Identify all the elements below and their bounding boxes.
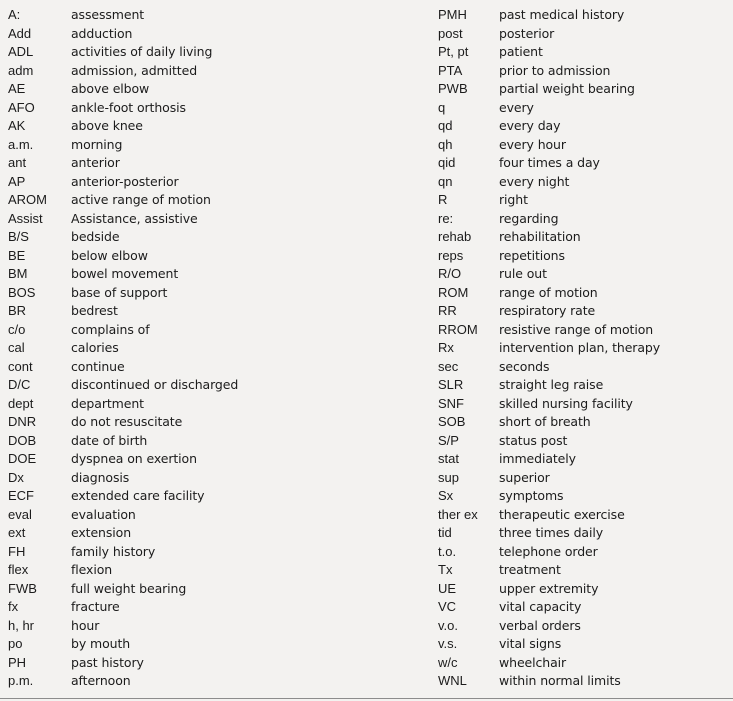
abbreviation-row <box>438 99 733 118</box>
abbreviation-row <box>8 487 428 506</box>
abbreviation-definition: extension <box>71 525 132 540</box>
abbreviation-row <box>438 358 733 377</box>
abbreviation-row <box>8 524 428 543</box>
abbreviation-term: v.o. <box>438 617 458 633</box>
abbreviation-term: PTA <box>438 62 463 78</box>
abbreviation-term: VC <box>438 599 457 614</box>
abbreviation-definition: upper extremity <box>499 580 599 596</box>
abbreviation-definition: past medical history <box>499 7 625 22</box>
abbreviation-definition: prior to admission <box>499 62 611 78</box>
abbreviation-row <box>438 173 733 192</box>
abbreviation-term: BE <box>8 247 26 263</box>
abbreviation-term: Sx <box>438 488 454 503</box>
abbreviation-definition: active range of motion <box>71 192 211 207</box>
abbreviation-term: stat <box>438 451 459 466</box>
abbreviation-definition: respiratory rate <box>499 303 596 318</box>
abbreviation-definition: every <box>499 99 534 115</box>
abbreviation-definition: partial weight bearing <box>499 81 635 96</box>
abbreviation-row <box>438 580 733 599</box>
abbreviation-definition: bedside <box>71 229 120 244</box>
abbreviation-term: R <box>438 192 448 207</box>
abbreviation-definition: repetitions <box>499 247 565 263</box>
abbreviation-definition: do not resuscitate <box>71 414 183 429</box>
abbreviation-term: FWB <box>8 580 37 596</box>
abbreviation-term: c/o <box>8 321 26 337</box>
abbreviation-definition: fracture <box>71 599 120 614</box>
abbreviation-definition: rehabilitation <box>499 229 581 244</box>
abbreviation-row <box>8 561 428 580</box>
abbreviation-definition: adduction <box>71 25 133 41</box>
abbreviation-term: UE <box>438 580 457 596</box>
abbreviation-row <box>8 635 428 654</box>
abbreviation-term: Tx <box>438 562 453 577</box>
abbreviation-definition: every night <box>499 173 570 189</box>
abbreviation-definition: symptoms <box>499 488 564 503</box>
abbreviation-definition: assessment <box>71 7 145 22</box>
abbreviation-definition: dyspnea on exertion <box>71 451 197 466</box>
abbreviation-definition: verbal orders <box>499 617 581 633</box>
abbreviation-row <box>438 25 733 44</box>
abbreviation-term: sup <box>438 469 459 485</box>
abbreviation-row <box>8 617 428 636</box>
abbreviation-term: qd <box>438 118 453 133</box>
abbreviation-definition: anterior <box>71 155 120 170</box>
abbreviation-term: AROM <box>8 192 47 207</box>
abbreviation-row <box>438 321 733 340</box>
abbreviation-row <box>8 543 428 562</box>
abbreviation-definition: regarding <box>499 210 559 226</box>
abbreviation-row <box>438 524 733 543</box>
abbreviation-definition: department <box>71 395 144 411</box>
abbreviation-row <box>8 654 428 673</box>
abbreviation-row <box>8 136 428 155</box>
abbreviation-definition: intervention plan, therapy <box>499 340 661 355</box>
abbreviation-definition: vital capacity <box>499 599 582 614</box>
abbreviation-row <box>8 191 428 210</box>
abbreviation-term: PMH <box>438 7 467 22</box>
abbreviation-row <box>438 469 733 488</box>
abbreviation-term: AFO <box>8 99 35 115</box>
abbreviation-term: WNL <box>438 673 467 688</box>
abbreviation-term: AE <box>8 81 26 96</box>
abbreviation-term: BM <box>8 266 28 281</box>
abbreviation-term: SOB <box>438 414 466 429</box>
abbreviation-definition: diagnosis <box>71 469 130 485</box>
abbreviation-definition: bowel movement <box>71 266 179 281</box>
abbreviation-row <box>438 432 733 451</box>
abbreviation-row <box>438 136 733 155</box>
abbreviation-definition: posterior <box>499 25 555 41</box>
abbreviation-term: w/c <box>438 654 458 670</box>
abbreviation-definition: within normal limits <box>499 673 621 688</box>
abbreviation-row <box>8 321 428 340</box>
abbreviation-row <box>438 635 733 654</box>
abbreviation-term: a.m. <box>8 136 34 152</box>
abbreviation-term: q <box>438 99 446 115</box>
abbreviation-row <box>438 413 733 432</box>
abbreviation-row <box>438 395 733 414</box>
abbreviation-definition: wheelchair <box>499 654 567 670</box>
abbreviation-definition: range of motion <box>499 284 598 300</box>
abbreviation-term: DOE <box>8 451 37 466</box>
abbreviation-row <box>438 265 733 284</box>
abbreviation-definition: date of birth <box>71 432 148 448</box>
abbreviation-term: adm <box>8 62 34 78</box>
abbreviation-definition: morning <box>71 136 123 152</box>
abbreviation-term: FH <box>8 543 26 559</box>
abbreviation-row <box>8 80 428 99</box>
abbreviation-term: RROM <box>438 321 478 337</box>
abbreviation-row <box>8 6 428 25</box>
abbreviation-row <box>8 672 428 691</box>
abbreviation-definition: calories <box>71 340 119 355</box>
abbreviation-row <box>8 469 428 488</box>
abbreviation-definition: rule out <box>499 266 547 281</box>
abbreviation-definition: status post <box>499 432 568 448</box>
abbreviation-definition: every day <box>499 118 561 133</box>
abbreviation-row <box>8 284 428 303</box>
abbreviation-row <box>438 561 733 580</box>
abbreviation-row <box>8 210 428 229</box>
abbreviation-row <box>438 247 733 266</box>
abbreviation-definition: four times a day <box>499 155 600 170</box>
abbreviation-row <box>8 302 428 321</box>
abbreviation-term: ext <box>8 525 26 540</box>
abbreviation-row <box>8 173 428 192</box>
abbreviation-definition: straight leg raise <box>499 377 604 392</box>
abbreviation-row <box>438 543 733 562</box>
abbreviation-row <box>8 450 428 469</box>
abbreviation-definition: hour <box>71 617 100 633</box>
abbreviation-row <box>8 99 428 118</box>
abbreviation-term: DOB <box>8 432 37 448</box>
abbreviation-row <box>438 117 733 136</box>
abbreviation-row <box>8 339 428 358</box>
abbreviation-term: reps <box>438 247 464 263</box>
abbreviation-term: Assist <box>8 210 43 226</box>
abbreviation-term: tid <box>438 525 452 540</box>
abbreviation-definition: complains of <box>71 321 150 337</box>
left-column <box>8 6 428 691</box>
abbreviation-row <box>8 228 428 247</box>
abbreviation-term: B/S <box>8 229 29 244</box>
abbreviation-term: BOS <box>8 284 36 300</box>
abbreviation-row <box>8 154 428 173</box>
abbreviation-definition: immediately <box>499 451 576 466</box>
abbreviation-term: ther ex <box>438 506 478 522</box>
abbreviation-row <box>8 598 428 617</box>
abbreviation-definition: three times daily <box>499 525 604 540</box>
abbreviation-row <box>438 339 733 358</box>
abbreviation-row <box>438 62 733 81</box>
bottom-divider <box>0 698 733 699</box>
abbreviation-term: SLR <box>438 377 464 392</box>
abbreviation-row <box>8 376 428 395</box>
abbreviation-definition: base of support <box>71 284 168 300</box>
abbreviation-term: cont <box>8 358 33 374</box>
abbreviation-definition: superior <box>499 469 550 485</box>
abbreviation-definition: afternoon <box>71 673 131 688</box>
abbreviation-definition: admission, admitted <box>71 62 198 78</box>
abbreviation-definition: resistive range of motion <box>499 321 654 337</box>
abbreviation-term: R/O <box>438 266 462 281</box>
abbreviation-term: SNF <box>438 395 464 411</box>
abbreviation-term: post <box>438 25 463 41</box>
abbreviation-row <box>438 210 733 229</box>
abbreviation-row <box>438 376 733 395</box>
abbreviation-term: AK <box>8 118 26 133</box>
abbreviation-term: ECF <box>8 488 34 503</box>
abbreviation-term: po <box>8 636 23 651</box>
abbreviation-row <box>438 598 733 617</box>
abbreviation-definition: activities of daily living <box>71 44 213 59</box>
abbreviation-definition: treatment <box>499 562 561 577</box>
abbreviation-term: PH <box>8 654 27 670</box>
abbreviation-term: BR <box>8 303 27 318</box>
abbreviation-term: Add <box>8 25 32 41</box>
abbreviation-term: PWB <box>438 81 468 96</box>
abbreviation-term: S/P <box>438 432 459 448</box>
abbreviation-row <box>438 6 733 25</box>
abbreviation-row <box>438 80 733 99</box>
abbreviation-definition: therapeutic exercise <box>499 506 625 522</box>
abbreviation-definition: vital signs <box>499 636 562 651</box>
abbreviation-term: fx <box>8 599 19 614</box>
abbreviation-definition: extended care facility <box>71 488 205 503</box>
abbreviation-term: DNR <box>8 414 37 429</box>
abbreviation-definition: below elbow <box>71 247 148 263</box>
abbreviation-row <box>8 265 428 284</box>
abbreviation-row <box>8 62 428 81</box>
abbreviation-term: flex <box>8 562 29 577</box>
abbreviation-row <box>438 302 733 321</box>
abbreviation-definition: flexion <box>71 562 113 577</box>
abbreviation-term: t.o. <box>438 543 457 559</box>
abbreviation-definition: bedrest <box>71 303 118 318</box>
abbreviation-definition: seconds <box>499 358 550 374</box>
abbreviation-term: Dx <box>8 469 24 485</box>
abbreviation-definition: right <box>499 192 528 207</box>
abbreviation-definition: every hour <box>499 136 566 152</box>
abbreviation-row <box>438 487 733 506</box>
abbreviation-row <box>8 432 428 451</box>
abbreviation-row <box>438 654 733 673</box>
abbreviation-definition: discontinued or discharged <box>71 377 239 392</box>
abbreviation-term: ant <box>8 155 27 170</box>
abbreviation-row <box>8 580 428 599</box>
abbreviation-term: RR <box>438 303 457 318</box>
abbreviation-row <box>438 672 733 691</box>
abbreviation-row <box>438 154 733 173</box>
abbreviation-definition: continue <box>71 358 125 374</box>
abbreviation-row <box>438 191 733 210</box>
abbreviation-row <box>438 228 733 247</box>
abbreviation-definition: family history <box>71 543 156 559</box>
abbreviation-term: Rx <box>438 340 454 355</box>
abbreviation-term: eval <box>8 506 32 522</box>
abbreviation-term: ROM <box>438 284 469 300</box>
abbreviation-row <box>8 358 428 377</box>
abbreviation-definition: anterior-posterior <box>71 173 179 189</box>
abbreviation-definition: ankle-foot orthosis <box>71 99 186 115</box>
abbreviation-definition: Assistance, assistive <box>71 210 198 226</box>
abbreviation-row <box>438 506 733 525</box>
abbreviation-definition: above knee <box>71 118 143 133</box>
abbreviation-term: re: <box>438 210 454 226</box>
abbreviation-row <box>438 450 733 469</box>
abbreviation-row <box>438 284 733 303</box>
abbreviation-definition: skilled nursing facility <box>499 395 633 411</box>
abbreviation-term: D/C <box>8 377 31 392</box>
abbreviation-term: p.m. <box>8 673 34 688</box>
abbreviation-term: qh <box>438 136 453 152</box>
abbreviation-term: ADL <box>8 44 34 59</box>
abbreviation-definition: short of breath <box>499 414 591 429</box>
abbreviation-definition: past history <box>71 654 144 670</box>
abbreviation-row <box>8 506 428 525</box>
abbreviation-row <box>8 413 428 432</box>
abbreviation-term: sec <box>438 358 459 374</box>
abbreviation-term: rehab <box>438 229 472 244</box>
abbreviation-row <box>438 43 733 62</box>
abbreviation-term: qid <box>438 155 456 170</box>
abbreviation-term: AP <box>8 173 26 189</box>
abbreviation-term: qn <box>438 173 453 189</box>
abbreviation-definition: above elbow <box>71 81 150 96</box>
abbreviation-term: A: <box>8 7 21 22</box>
abbreviation-definition: patient <box>499 44 543 59</box>
abbreviation-row <box>8 117 428 136</box>
abbreviation-term: dept <box>8 395 34 411</box>
abbreviation-row <box>8 247 428 266</box>
abbreviation-row <box>8 25 428 44</box>
abbreviation-definition: by mouth <box>71 636 131 651</box>
abbreviation-definition: full weight bearing <box>71 580 187 596</box>
abbreviation-definition: evaluation <box>71 506 136 522</box>
abbreviation-row <box>8 43 428 62</box>
abbreviation-term: Pt, pt <box>438 44 469 59</box>
abbreviation-row <box>438 617 733 636</box>
abbreviation-term: v.s. <box>438 636 458 651</box>
right-column <box>438 6 733 691</box>
abbreviation-term: cal <box>8 340 25 355</box>
abbreviation-term: h, hr <box>8 617 35 633</box>
abbreviation-row <box>8 395 428 414</box>
abbreviation-definition: telephone order <box>499 543 598 559</box>
